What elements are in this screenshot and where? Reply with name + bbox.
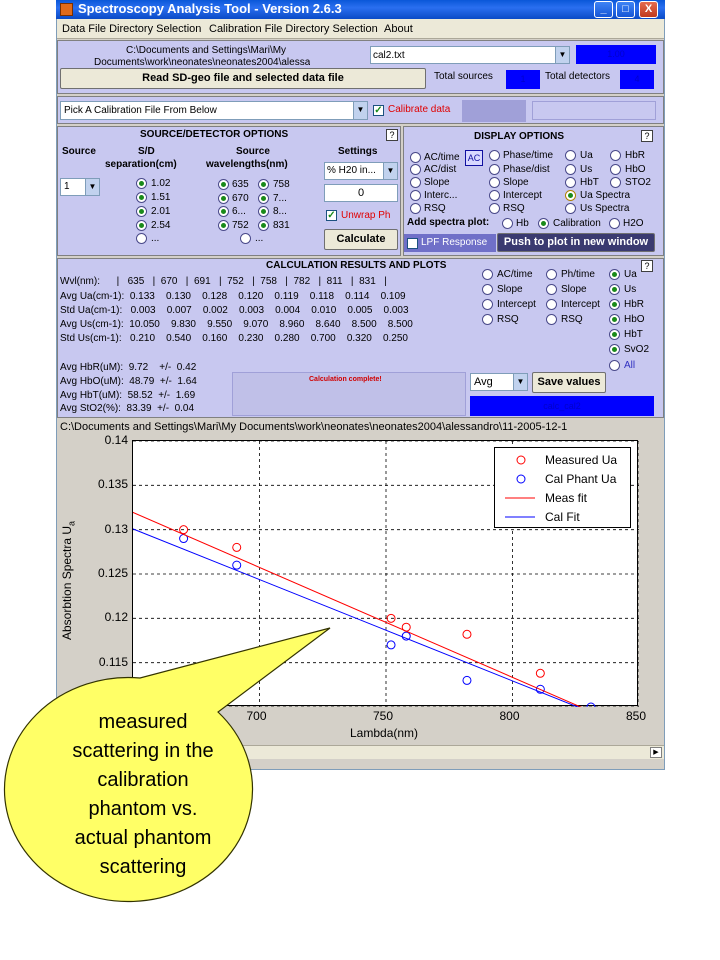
spectra-calibration-radio[interactable] — [538, 218, 549, 229]
res-rsq1-radio[interactable] — [482, 314, 493, 325]
disp-rsq1-label: RSQ — [424, 203, 446, 214]
res-all-radio[interactable] — [609, 360, 620, 371]
disp-hbt-radio[interactable] — [565, 177, 576, 188]
data-point-s1-3 — [387, 641, 395, 649]
disp-hbr-label: HbR — [625, 150, 646, 161]
blue-indicator: 1.00 — [576, 45, 656, 64]
path-line-1: C:\Documents and Settings\Mari\My — [126, 45, 287, 56]
res-rsq1-label: RSQ — [497, 314, 519, 325]
spectra-hb-radio[interactable] — [502, 218, 513, 229]
res-svo2-radio[interactable] — [609, 344, 620, 355]
res-intercept2-label: Intercept — [561, 299, 600, 310]
add-spectra-label: Add spectra plot: — [407, 217, 490, 228]
wl-label-6: 7... — [273, 193, 287, 204]
res-rsq2-label: RSQ — [561, 314, 583, 325]
calibration-file-placeholder: Pick A Calibration File From Below — [64, 105, 217, 116]
legend-markers — [495, 448, 535, 528]
save-values-button[interactable]: Save values — [532, 372, 606, 393]
results-std-ua-row: Std Ua(cm-1): 0.003 0.007 0.002 0.003 0.004 0.010 0.005 0.003 — [60, 305, 409, 316]
disp-slope1-radio[interactable] — [410, 177, 421, 188]
scroll-right-icon[interactable]: ▶ — [650, 747, 662, 758]
legend-measured-label: Measured Ua — [545, 453, 618, 467]
res-hbt-label: HbT — [624, 329, 643, 340]
wl-radio-8[interactable] — [258, 220, 269, 231]
disp-phasedist-radio[interactable] — [489, 164, 500, 175]
settings-select[interactable] — [324, 162, 398, 180]
status-box — [232, 372, 466, 416]
res-us-label: Us — [624, 284, 637, 295]
res-hbo-radio[interactable] — [609, 314, 620, 325]
help-icon[interactable]: ? — [641, 130, 653, 142]
total-sources-label: Total sources — [434, 71, 493, 82]
calculate-button[interactable]: Calculate — [324, 229, 398, 250]
disp-acdist-label: AC/dist — [424, 164, 457, 175]
sep-radio-2[interactable] — [136, 192, 147, 203]
data-point-s0-2 — [233, 543, 241, 551]
disp-slope2-label: Slope — [503, 177, 529, 188]
calibrate-checkbox[interactable]: ✓ — [374, 105, 383, 116]
results-hbr-row: Avg HbR(uM): 9.72 +/- 0.42 — [60, 362, 197, 373]
data-point-s1-5 — [463, 676, 471, 684]
spectra-h2o-label: H2O — [623, 218, 644, 229]
calc-label: calc_cal2 — [470, 396, 654, 416]
disp-us-radio[interactable] — [565, 164, 576, 175]
help-icon[interactable]: ? — [641, 260, 653, 272]
wl-label-1: 635 — [232, 179, 249, 190]
calib-spacer — [462, 100, 526, 122]
wl-label-4: 752 — [232, 220, 249, 231]
y-tick-label-3: 0.125 — [97, 566, 128, 580]
menu-bar — [57, 19, 664, 39]
res-hbr-radio[interactable] — [609, 299, 620, 310]
title-bar[interactable] — [56, 0, 665, 19]
disp-slope2-radio[interactable] — [489, 177, 500, 188]
disp-rsq2-label: RSQ — [503, 203, 525, 214]
help-icon[interactable]: ? — [386, 129, 398, 141]
res-intercept1-radio[interactable] — [482, 299, 493, 310]
unwrap-checkbox[interactable]: ✓ — [327, 210, 336, 221]
callout-line-4: phantom vs. — [88, 798, 198, 820]
disp-slope1-label: Slope — [424, 177, 450, 188]
col-wl-1: Source — [236, 146, 270, 157]
source-value: 1 — [64, 181, 70, 192]
close-button[interactable]: X — [639, 1, 658, 18]
chevron-down-icon[interactable]: ▼ — [513, 374, 527, 390]
calibration-file-select[interactable] — [60, 101, 368, 120]
callout-text — [38, 708, 248, 882]
total-detectors-label: Total detectors — [545, 71, 611, 82]
chevron-down-icon[interactable]: ▼ — [555, 47, 569, 63]
chevron-down-icon[interactable]: ▼ — [383, 163, 397, 179]
res-intercept2-radio[interactable] — [546, 299, 557, 310]
ac-badge[interactable]: AC — [465, 150, 483, 166]
callout-line-6: scattering — [99, 856, 187, 878]
settings-number-input[interactable]: 0 — [324, 184, 398, 202]
cal-file-value: cal2.txt — [373, 50, 405, 61]
chevron-down-icon[interactable]: ▼ — [353, 102, 367, 119]
maximize-button[interactable]: □ — [616, 1, 635, 18]
sep-label-1: 1.02 — [151, 178, 171, 189]
results-avg-ua-row: Avg Ua(cm-1): 0.133 0.130 0.128 0.120 0.119 0.118 0.114 0.109 — [60, 291, 406, 302]
res-actime-label: AC/time — [497, 269, 533, 280]
col-wl-2: wavelengths(nm) — [206, 159, 288, 170]
res-ua-label: Ua — [624, 269, 637, 280]
disp-acdist-radio[interactable] — [410, 164, 421, 175]
window-title: Spectroscopy Analysis Tool - Version 2.6.3 — [78, 1, 342, 16]
spectra-hb-label: Hb — [516, 218, 529, 229]
disp-intercept2-radio[interactable] — [489, 190, 500, 201]
res-rsq2-radio[interactable] — [546, 314, 557, 325]
push-to-plot-button[interactable]: Push to plot in new window — [497, 233, 655, 252]
y-axis-label-text: Absorbtion Spectra U — [60, 525, 74, 640]
wl-radio-5[interactable] — [258, 179, 269, 190]
disp-us-label: Us — [580, 164, 593, 175]
wl-label-3: 6... — [232, 206, 246, 217]
disp-hbt-label: HbT — [580, 177, 599, 188]
res-actime-radio[interactable] — [482, 269, 493, 280]
wl-label-2: 670 — [232, 193, 249, 204]
disp-phasetime-radio[interactable] — [489, 150, 500, 161]
wl-radio-4[interactable] — [218, 220, 229, 231]
disp-actime-label: AC/time — [424, 152, 460, 163]
chart-legend — [494, 447, 631, 528]
cal-file-select[interactable] — [370, 46, 570, 64]
disp-intercept2-label: Intercept — [503, 190, 542, 201]
menu-data-file-dir[interactable]: Data File Directory Selection — [62, 23, 202, 35]
sep-radio-3[interactable] — [136, 206, 147, 217]
menu-calibration-dir[interactable]: Calibration File Directory Selection — [209, 23, 378, 35]
avg-select-value: Avg — [474, 376, 493, 388]
x-tick-label-2: 800 — [499, 709, 520, 723]
legend-measured-marker — [517, 456, 525, 464]
calib-blank-field — [532, 101, 656, 120]
total-detectors-value: 4 — [620, 70, 654, 89]
results-avg-us-row: Avg Us(cm-1): 10.050 9.830 9.550 9.070 8.960 8.640 8.500 8.500 — [60, 319, 413, 330]
lpf-label: LPF Response — [421, 237, 488, 248]
sep-label-2: 1.51 — [151, 192, 171, 203]
disp-ua-radio[interactable] — [565, 150, 576, 161]
total-sources-value: 1 — [506, 70, 540, 89]
res-slope1-label: Slope — [497, 284, 523, 295]
disp-interc1-label: Interc... — [424, 190, 458, 201]
disp-interc1-radio[interactable] — [410, 190, 421, 201]
data-point-s0-5 — [463, 630, 471, 638]
res-us-radio[interactable] — [609, 284, 620, 295]
spectra-calibration-label: Calibration — [553, 218, 601, 229]
data-point-s0-6 — [536, 669, 544, 677]
menu-about[interactable]: About — [384, 23, 413, 35]
res-intercept1-label: Intercept — [497, 299, 536, 310]
res-hbr-label: HbR — [624, 299, 645, 310]
wl-radio-9[interactable] — [240, 233, 251, 244]
col-settings: Settings — [338, 146, 378, 157]
col-source: Source — [62, 146, 96, 157]
status-text: Calculation complete! — [309, 376, 382, 383]
sep-radio-5[interactable] — [136, 233, 147, 244]
wl-label-9: ... — [255, 233, 264, 244]
path-line-2: Documents\work\neonates\neonates2004\alessa — [94, 57, 311, 66]
results-wvl-row: Wvl(nm): | 635 | 670 | 691 | 752 | 758 | 782 | 811 | 831 | — [60, 276, 387, 287]
legend-cal-fit-label: Cal Fit — [545, 510, 580, 524]
disp-rsq1-radio[interactable] — [410, 203, 421, 214]
res-all-label: All — [624, 360, 636, 371]
lpf-checkbox[interactable] — [407, 238, 418, 249]
disp-actime-radio[interactable] — [410, 152, 421, 163]
callout-line-2: scattering in the — [72, 740, 214, 762]
wl-radio-7[interactable] — [258, 206, 269, 217]
avg-select[interactable] — [470, 373, 528, 391]
y-tick-label-5: 0.135 — [97, 477, 128, 492]
data-point-s1-7 — [587, 703, 595, 707]
read-sd-geo-button[interactable]: Read SD-geo file and selected data file — [60, 68, 426, 89]
y-tick-label-6: 0.14 — [104, 433, 128, 447]
data-point-s1-2 — [233, 561, 241, 569]
results-hbo-row: Avg HbO(uM): 48.79 +/- 1.64 — [60, 376, 197, 387]
legend-cal-phant-label: Cal Phant Ua — [545, 472, 617, 486]
settings-value: % H20 in... — [327, 165, 376, 176]
chevron-down-icon[interactable]: ▼ — [85, 179, 99, 195]
disp-phasedist-label: Phase/dist — [503, 164, 550, 175]
app-icon — [60, 3, 73, 16]
sd-title: SOURCE/DETECTOR OPTIONS — [140, 129, 289, 140]
y-tick-label-2: 0.12 — [104, 610, 128, 625]
res-slope2-label: Slope — [561, 284, 587, 295]
y-tick-label-4: 0.13 — [104, 521, 128, 536]
callout-line-3: calibration — [97, 769, 189, 791]
disp-hbo-radio[interactable] — [610, 164, 621, 175]
disp-phasetime-label: Phase/time — [503, 150, 554, 161]
y-axis-label-sub: a — [66, 520, 77, 526]
x-axis-label: Lambda(nm) — [350, 726, 419, 740]
res-ua-radio[interactable] — [609, 269, 620, 280]
res-slope2-radio[interactable] — [546, 284, 557, 295]
results-title: CALCULATION RESULTS AND PLOTS — [266, 260, 447, 271]
unwrap-label: Unwrap Ph — [341, 210, 391, 221]
res-phtime-radio[interactable] — [546, 269, 557, 280]
disp-us-spectra-label: Us Spectra — [580, 203, 630, 214]
wl-label-7: 8... — [273, 206, 287, 217]
disp-sto2-radio[interactable] — [610, 177, 621, 188]
legend-meas-fit-label: Meas fit — [545, 491, 588, 505]
wl-radio-2[interactable] — [218, 193, 229, 204]
minimize-button[interactable]: _ — [594, 1, 613, 18]
legend-cal-phant-marker — [517, 475, 525, 483]
plot-path: C:\Documents and Settings\Mari\My Documents\work\neonates\neonates2004\alessandro\11-2005-12-1 — [60, 421, 568, 433]
source-select[interactable] — [60, 178, 100, 196]
display-title: DISPLAY OPTIONS — [474, 131, 565, 142]
res-hbo-label: HbO — [624, 314, 645, 325]
sep-label-4: 2.54 — [151, 220, 171, 231]
results-std-us-row: Std Us(cm-1): 0.210 0.540 0.160 0.230 0.280 0.700 0.320 0.250 — [60, 333, 408, 344]
res-phtime-label: Ph/time — [561, 269, 595, 280]
wl-label-8: 831 — [273, 220, 290, 231]
res-svo2-label: SvO2 — [624, 344, 650, 355]
disp-hbo-label: HbO — [625, 164, 646, 175]
wl-radio-1[interactable] — [218, 179, 229, 190]
x-tick-label-1: 750 — [373, 709, 394, 723]
x-tick-label-3: 850 — [626, 709, 647, 723]
wl-radio-6[interactable] — [258, 193, 269, 204]
disp-ua-spectra-radio[interactable] — [565, 190, 576, 201]
callout-line-1: measured — [98, 711, 188, 733]
sep-radio-1[interactable] — [136, 178, 147, 189]
wl-label-5: 758 — [273, 179, 290, 190]
x-tick-label-0: 700 — [246, 709, 267, 723]
disp-hbr-radio[interactable] — [610, 150, 621, 161]
callout-line-5: actual phantom — [74, 827, 212, 849]
results-hbt-row: Avg HbT(uM): 58.52 +/- 1.69 — [60, 390, 196, 401]
calibrate-label: Calibrate data — [388, 104, 451, 115]
disp-rsq2-radio[interactable] — [489, 203, 500, 214]
disp-sto2-label: STO2 — [625, 177, 651, 188]
disp-us-spectra-radio[interactable] — [565, 203, 576, 214]
res-slope1-radio[interactable] — [482, 284, 493, 295]
spectra-h2o-radio[interactable] — [609, 218, 620, 229]
results-sto2-row: Avg StO2(%): 83.39 +/- 0.04 — [60, 403, 195, 414]
y-tick-label-1: 0.115 — [98, 654, 128, 669]
disp-ua-label: Ua — [580, 150, 593, 161]
res-hbt-radio[interactable] — [609, 329, 620, 340]
wl-radio-3[interactable] — [218, 206, 229, 217]
disp-ua-spectra-label: Ua Spectra — [580, 190, 631, 201]
sep-label-5: ... — [151, 233, 160, 244]
sep-radio-4[interactable] — [136, 220, 147, 231]
sep-label-3: 2.01 — [151, 206, 171, 217]
col-sd-1: S/D — [138, 146, 155, 157]
col-sd-2: separation(cm) — [105, 159, 177, 170]
